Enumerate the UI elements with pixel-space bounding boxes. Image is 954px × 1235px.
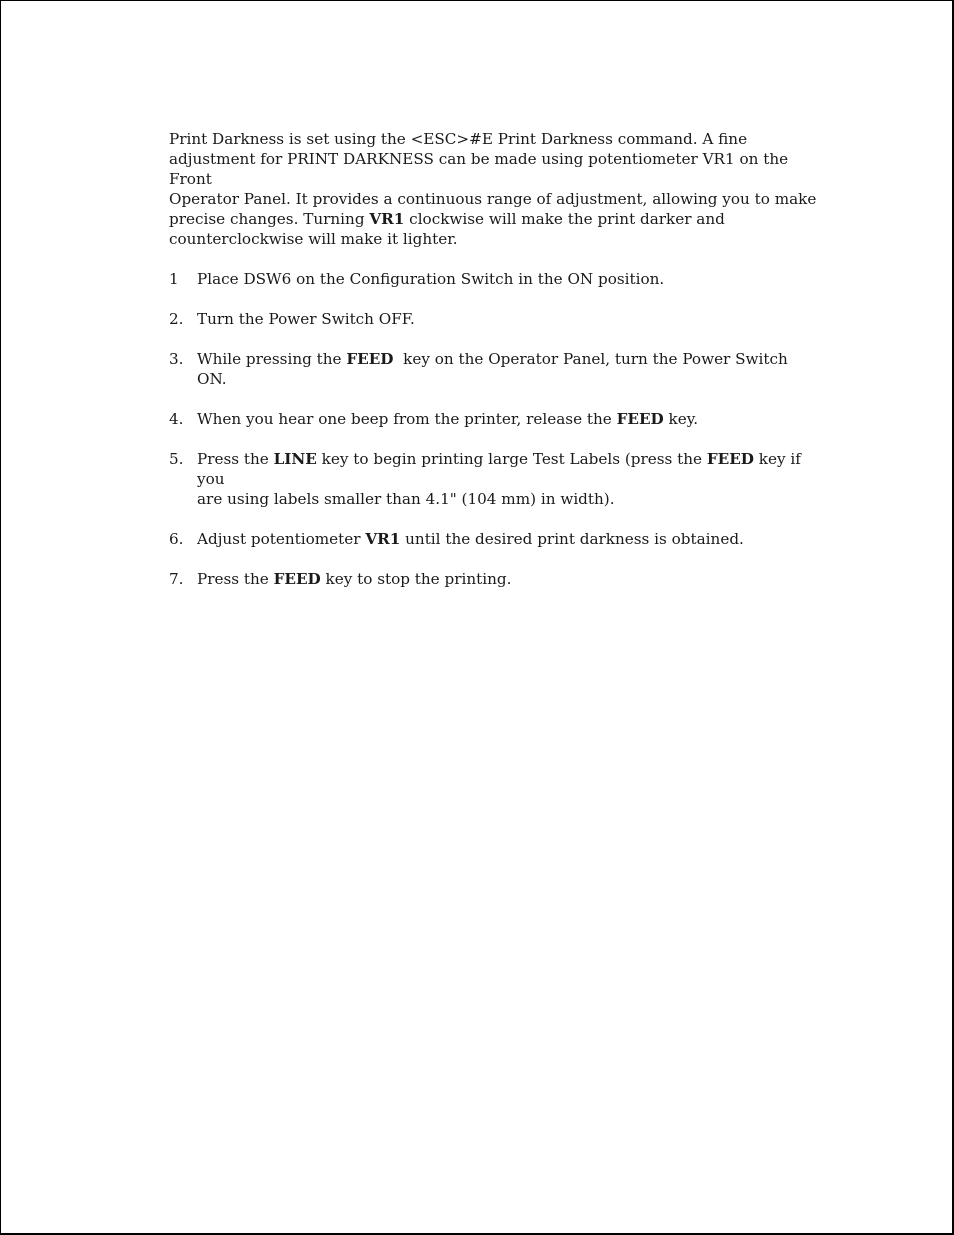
step-text-start: While pressing the	[197, 350, 347, 368]
key-name-2: FEED	[706, 450, 754, 468]
steps-list	[169, 269, 819, 589]
step-4	[169, 409, 819, 429]
control-name: VR1	[365, 530, 401, 548]
step-5	[169, 449, 819, 509]
step-text-end: key to stop the printing.	[320, 570, 512, 588]
intro-line-3: Operator Panel. It provides a continuous range of adjustment, allowing you to make	[169, 190, 817, 208]
key-name: FEED	[616, 410, 664, 428]
step-text	[197, 529, 819, 549]
step-text-start: Adjust potentiometer	[197, 530, 366, 548]
step-text-middle: key to begin printing large Test Labels (press the	[316, 450, 707, 468]
document-body	[169, 129, 819, 609]
step-number: 5.	[169, 450, 184, 468]
step-2	[169, 309, 819, 329]
step-text	[197, 409, 819, 429]
intro-line-2: adjustment for PRINT DARKNESS can be made using potentiometer VR1 on the Front	[169, 150, 789, 188]
step-text-start: Press the	[197, 570, 274, 588]
step-number: 7.	[169, 570, 184, 588]
step-text-end: key on the Operator Panel, turn the Power Switch ON.	[197, 350, 793, 388]
step-number: 1	[169, 270, 179, 288]
step-7	[169, 569, 819, 589]
step-text-end: until the desired print darkness is obtained.	[400, 530, 744, 548]
step-text-line-2: are using labels smaller than 4.1" (104 mm) in width).	[197, 490, 615, 508]
step-text: Place DSW6 on the Configuration Switch in the ON position.	[197, 270, 665, 288]
step-number: 6.	[169, 530, 184, 548]
step-6	[169, 529, 819, 549]
step-text-start: Press the	[197, 450, 274, 468]
key-name: FEED	[346, 350, 394, 368]
step-text-start: When you hear one beep from the printer, release the	[197, 410, 617, 428]
intro-line-1: Print Darkness is set using the <ESC>#E Print Darkness command. A fine	[169, 130, 748, 148]
step-text	[197, 349, 819, 389]
intro-line-4-end: clockwise will make the print darker and	[404, 210, 725, 228]
intro-line-4-start: precise changes. Turning	[169, 210, 370, 228]
step-text-end: key if you	[197, 450, 801, 488]
key-name: FEED	[273, 570, 321, 588]
step-1	[169, 269, 819, 289]
key-name: LINE	[273, 450, 317, 468]
step-number: 4.	[169, 410, 184, 428]
step-text	[197, 569, 819, 589]
step-text: Turn the Power Switch OFF.	[197, 310, 415, 328]
step-text-end: key.	[663, 410, 699, 428]
intro-line-4-bold: VR1	[369, 210, 405, 228]
step-number: 3.	[169, 350, 184, 368]
step-number: 2.	[169, 310, 184, 328]
step-3	[169, 349, 819, 389]
intro-paragraph	[169, 129, 819, 249]
step-text	[197, 449, 819, 509]
intro-line-5: counterclockwise will make it lighter.	[169, 230, 458, 248]
